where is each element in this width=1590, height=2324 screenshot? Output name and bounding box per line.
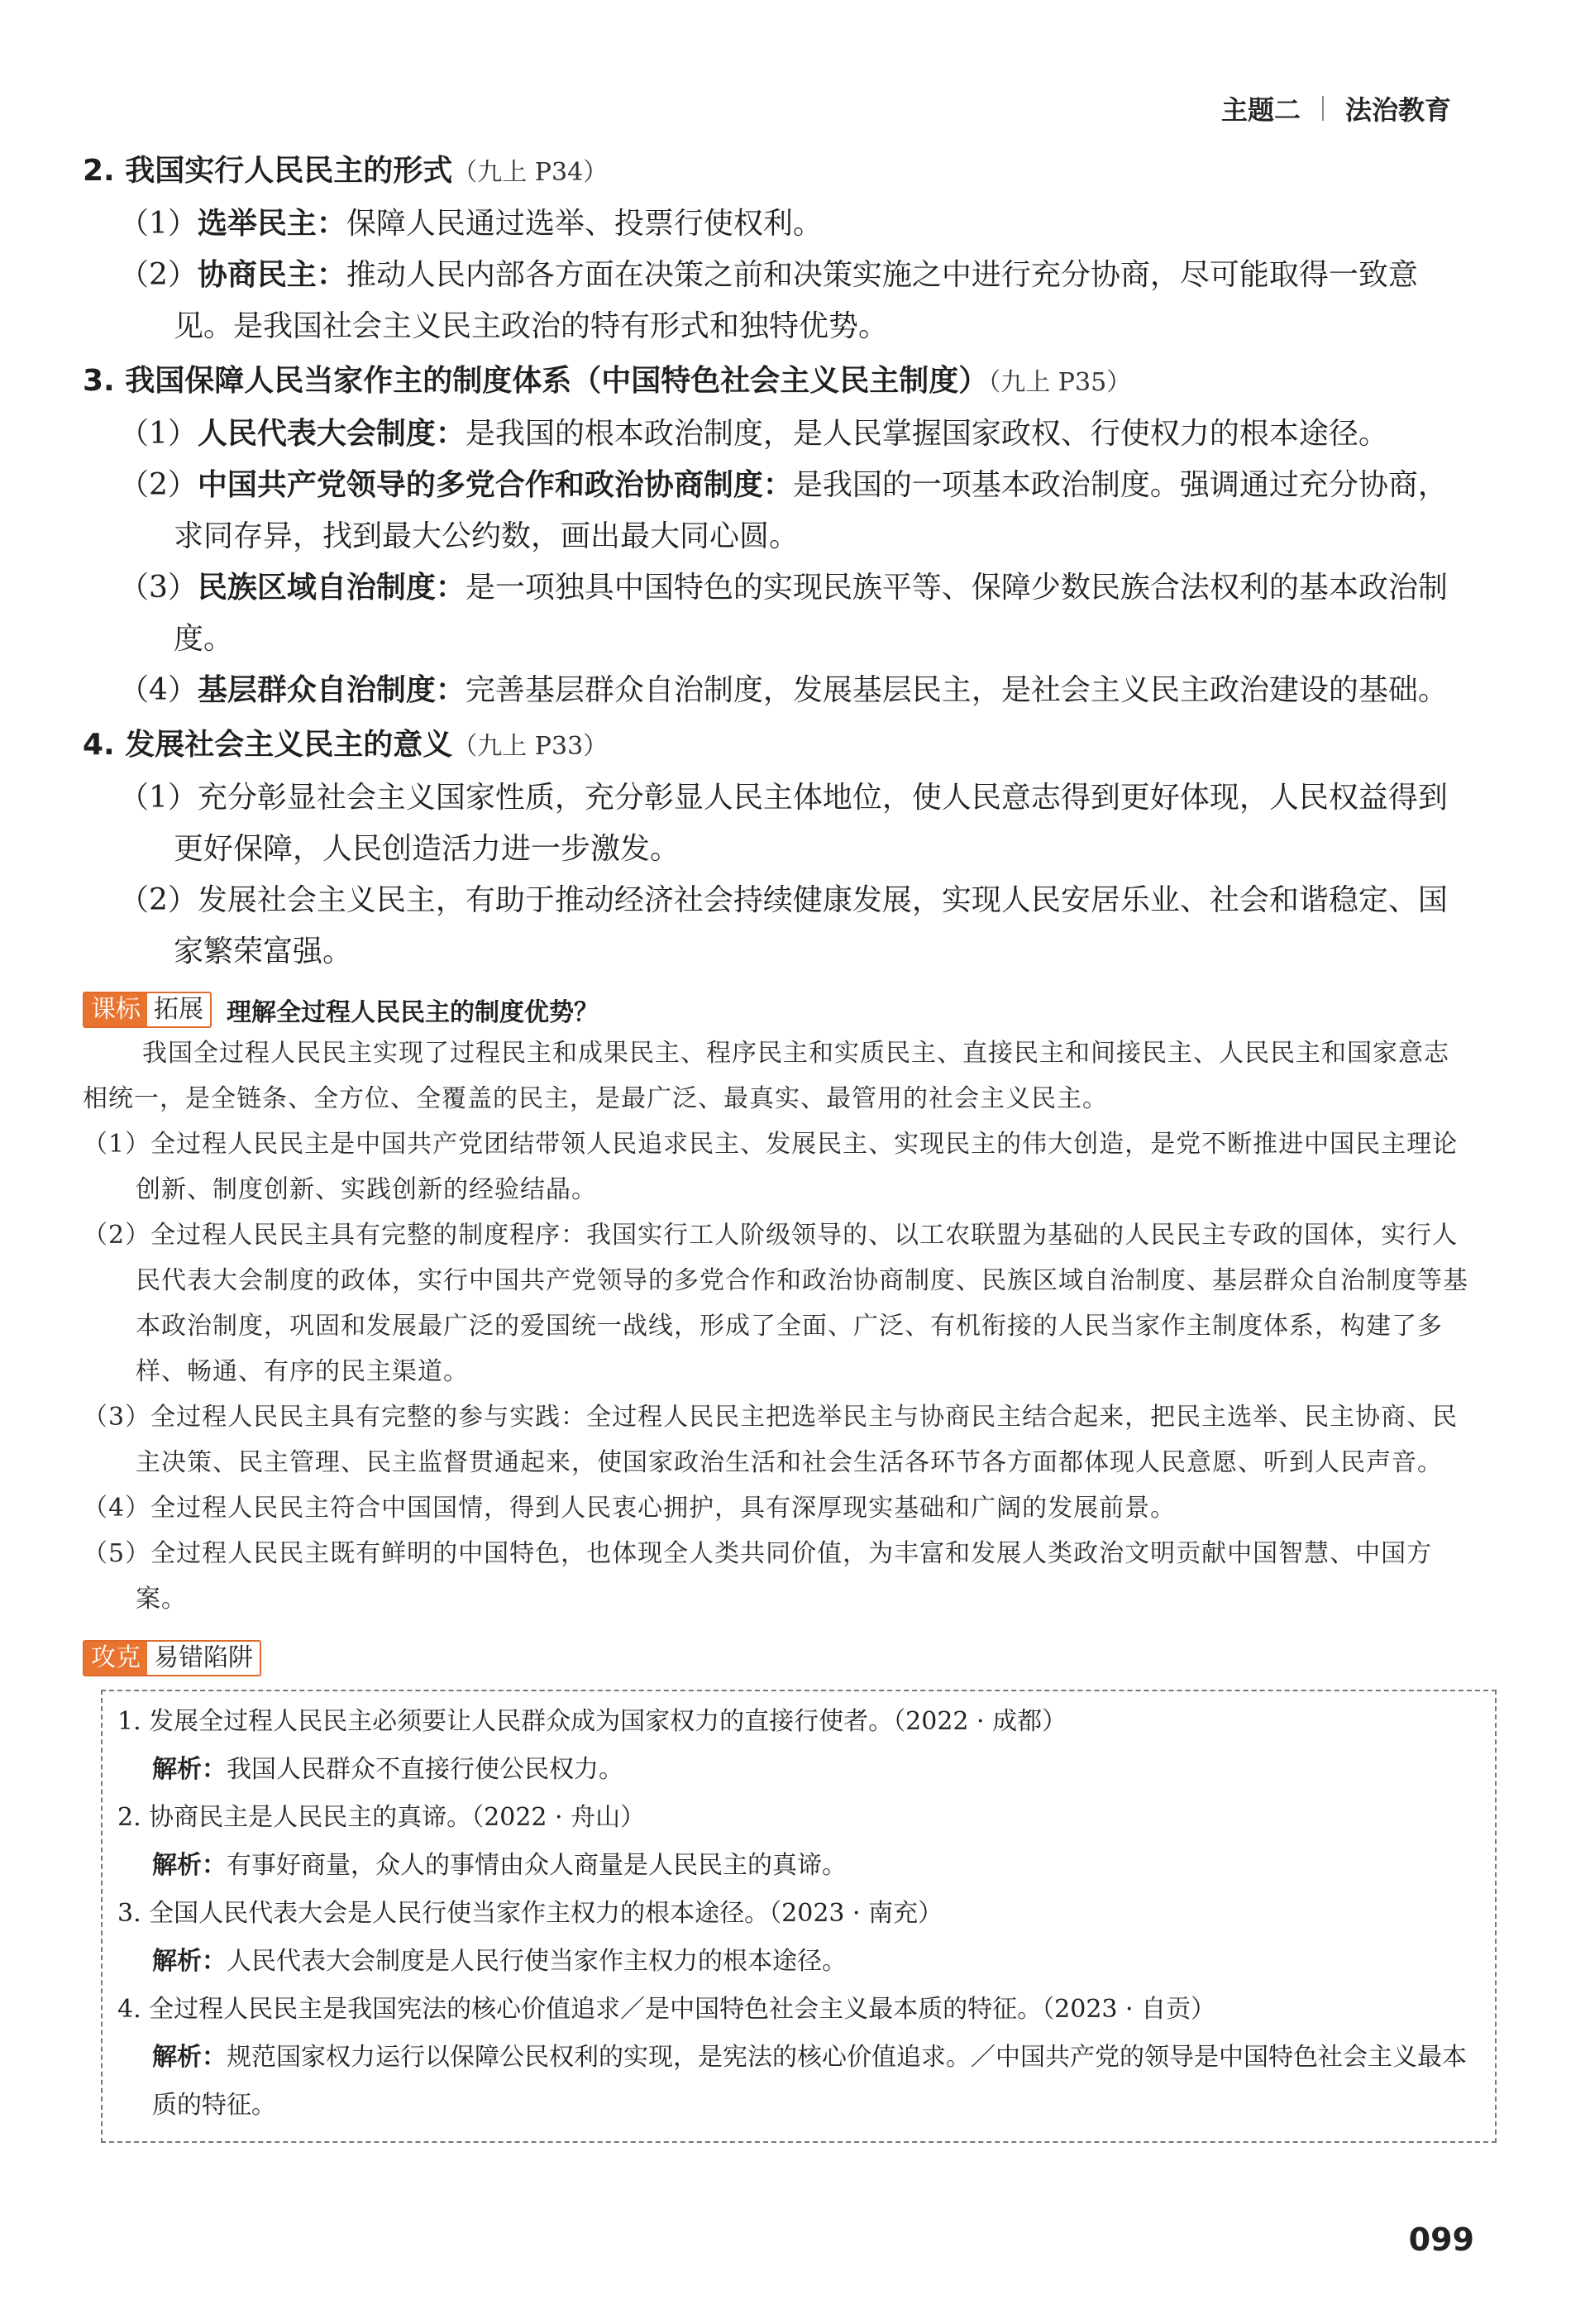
extension-intro: 我国全过程人民民主实现了过程民主和成果民主、程序民主和实质民主、直接民主和间接民主、人民民主和国家意志相统一，是全链条、全方位、全覆盖的民主，是最广泛、最真实、最管用的社会主义民主。 — [83, 1039, 1449, 1113]
extension-point — [83, 1485, 1472, 1531]
item-number: （3） — [119, 571, 198, 605]
list-item — [83, 875, 1472, 978]
extension-point — [83, 1531, 1472, 1622]
explanation-label: 解析： — [152, 1947, 227, 1976]
explanation-label: 解析： — [152, 1851, 227, 1880]
item-number: （2） — [119, 258, 198, 292]
trap-explanation — [117, 1842, 1480, 1890]
point-number: （4） — [83, 1494, 151, 1523]
trap-question: 3. 全国人民代表大会是人民行使当家作主权力的根本途径。（2023 · 南充） — [117, 1899, 943, 1928]
textbook-ref: （九上 P33） — [452, 732, 609, 761]
list-item — [83, 772, 1472, 875]
point-number: （1） — [83, 1130, 151, 1159]
list-item — [83, 665, 1472, 716]
item-number: （4） — [119, 673, 198, 707]
list-item — [83, 198, 1472, 250]
point-text: 全过程人民民主是中国共产党团结带领人民追求民主、发展民主、实现民主的伟大创造，是党不断推进中国民主理论创新、制度创新、实践创新的经验结晶。 — [136, 1130, 1459, 1204]
item-text: 保障人民通过选举、投票行使权利。 — [346, 207, 823, 241]
trap-question: 4. 全过程人民民主是我国宪法的核心价值追求／是中国特色社会主义最本质的特征。（2023 · 自贡） — [117, 1995, 1216, 2024]
extension-question: 理解全过程人民民主的制度优势？ — [227, 998, 599, 1027]
explanation-text: 人民代表大会制度是人民行使当家作主权力的根本途径。 — [227, 1947, 847, 1976]
extension-header — [83, 989, 1472, 1030]
trap-question: 2. 协商民主是人民民主的真谛。（2022 · 舟山） — [117, 1803, 646, 1832]
tag-label-primary: 攻克 — [84, 1642, 147, 1675]
extension-point — [83, 1394, 1472, 1485]
main-content — [83, 142, 1472, 2143]
section-3-title — [83, 356, 1472, 409]
point-number: （5） — [83, 1539, 151, 1568]
item-term: 中国共产党领导的多党合作和政治协商制度： — [197, 468, 793, 502]
traps-tag — [83, 1640, 261, 1676]
item-text: 是一项独具中国特色的实现民族平等、保障少数民族合法权利的基本政治制度。 — [174, 571, 1448, 656]
page-number: 099 — [1408, 2221, 1474, 2258]
point-text: 全过程人民民主符合中国国情，得到人民衷心拥护，具有深厚现实基础和广阔的发展前景。 — [150, 1494, 1177, 1523]
header-topic: 主题二 — [1220, 94, 1301, 126]
item-text: 充分彰显社会主义国家性质，充分彰显人民主体地位，使人民意志得到更好体现，人民权益得到更好保障，人民创造活力进一步激发。 — [174, 781, 1448, 866]
section-title-text: 3. 我国保障人民当家作主的制度体系（中国特色社会主义民主制度） — [83, 364, 989, 398]
explanation-text: 我国人民群众不直接行使公民权力。 — [227, 1755, 623, 1784]
explanation-label: 解析： — [152, 1755, 227, 1784]
header-section: 法治教育 — [1344, 94, 1451, 126]
tag-label-secondary: 拓展 — [147, 993, 210, 1026]
list-item — [83, 250, 1472, 352]
explanation-label: 解析： — [152, 2043, 227, 2072]
point-text: 全过程人民民主具有完整的制度程序：我国实行工人阶级领导的、以工农联盟为基础的人民民主专政的国体，实行人民代表大会制度的政体，实行中国共产党领导的多党合作和政治协商制度、民族区域自治制度、基层群众自治制度等基本政治制度，巩固和发展最广泛的爱国统一战线，形成了全面、广泛、有机衔接的人民当家作主制度体系，构建了多样、畅通、有序的民主渠道。 — [136, 1221, 1468, 1386]
list-item — [83, 409, 1472, 460]
section-title-text: 4. 发展社会主义民主的意义 — [83, 728, 453, 762]
trap-explanation — [117, 2034, 1480, 2130]
item-term: 基层群众自治制度： — [197, 673, 466, 707]
item-number: （1） — [119, 207, 198, 241]
section-2-title — [83, 146, 1472, 198]
point-number: （2） — [83, 1221, 151, 1250]
trap-question: 1. 发展全过程人民民主必须要让人民群众成为国家权力的直接行使者。（2022 · 成都） — [117, 1707, 1067, 1736]
point-number: （3） — [83, 1403, 151, 1432]
item-text: 是我国的一项基本政治制度。强调通过充分协商，求同存异，找到最大公约数，画出最大同心圆。 — [174, 468, 1448, 553]
item-text: 是我国的根本政治制度，是人民掌握国家政权、行使权力的根本途径。 — [465, 417, 1388, 451]
list-item — [83, 562, 1472, 665]
tag-label-primary: 课标 — [84, 993, 147, 1026]
traps-header — [83, 1638, 1472, 1678]
item-term: 人民代表大会制度： — [197, 417, 466, 451]
trap-explanation — [117, 1938, 1480, 1986]
header-divider — [1322, 96, 1324, 121]
item-term: 民族区域自治制度： — [197, 571, 466, 605]
item-text: 推动人民内部各方面在决策之前和决策实施之中进行充分协商，尽可能取得一致意见。是我国社会主义民主政治的特有形式和独特优势。 — [174, 258, 1418, 343]
page-header — [1221, 89, 1451, 127]
extension-point — [83, 1121, 1472, 1212]
point-text: 全过程人民民主具有完整的参与实践：全过程人民民主把选举民主与协商民主结合起来，把民主选举、民主协商、民主决策、民主管理、民主监督贯通起来，使国家政治生活和社会生活各环节各方面都体现人民意愿、听到人民声音。 — [136, 1403, 1459, 1477]
item-term: 选举民主： — [197, 207, 346, 241]
section-title-text: 2. 我国实行人民民主的形式 — [83, 154, 453, 188]
traps-box — [101, 1690, 1497, 2143]
item-term: 协商民主： — [197, 258, 346, 292]
item-number: （2） — [119, 468, 198, 502]
explanation-text: 有事好商量，众人的事情由众人商量是人民民主的真谛。 — [227, 1851, 847, 1880]
trap-explanation — [117, 1746, 1480, 1794]
textbook-ref: （九上 P35） — [988, 368, 1132, 397]
tag-label-secondary: 易错陷阱 — [147, 1642, 260, 1675]
item-text: 完善基层群众自治制度，发展基层民主，是社会主义民主政治建设的基础。 — [465, 673, 1448, 707]
extension-tag — [83, 992, 212, 1028]
textbook-ref: （九上 P34） — [452, 158, 609, 187]
section-4-title — [83, 720, 1472, 772]
extension-body — [83, 1030, 1472, 1622]
point-text: 全过程人民民主既有鲜明的中国特色，也体现全人类共同价值，为丰富和发展人类政治文明贡献中国智慧、中国方案。 — [136, 1539, 1433, 1614]
extension-point — [83, 1212, 1472, 1394]
item-number: （1） — [119, 417, 198, 451]
list-item — [83, 460, 1472, 562]
item-text: 发展社会主义民主，有助于推动经济社会持续健康发展，实现人民安居乐业、社会和谐稳定、国家繁荣富强。 — [174, 883, 1448, 968]
item-number: （1） — [119, 781, 198, 815]
explanation-text: 规范国家权力运行以保障公民权利的实现，是宪法的核心价值追求。／中国共产党的领导是中国特色社会主义最本质的特征。 — [152, 2043, 1467, 2120]
item-number: （2） — [119, 883, 198, 917]
